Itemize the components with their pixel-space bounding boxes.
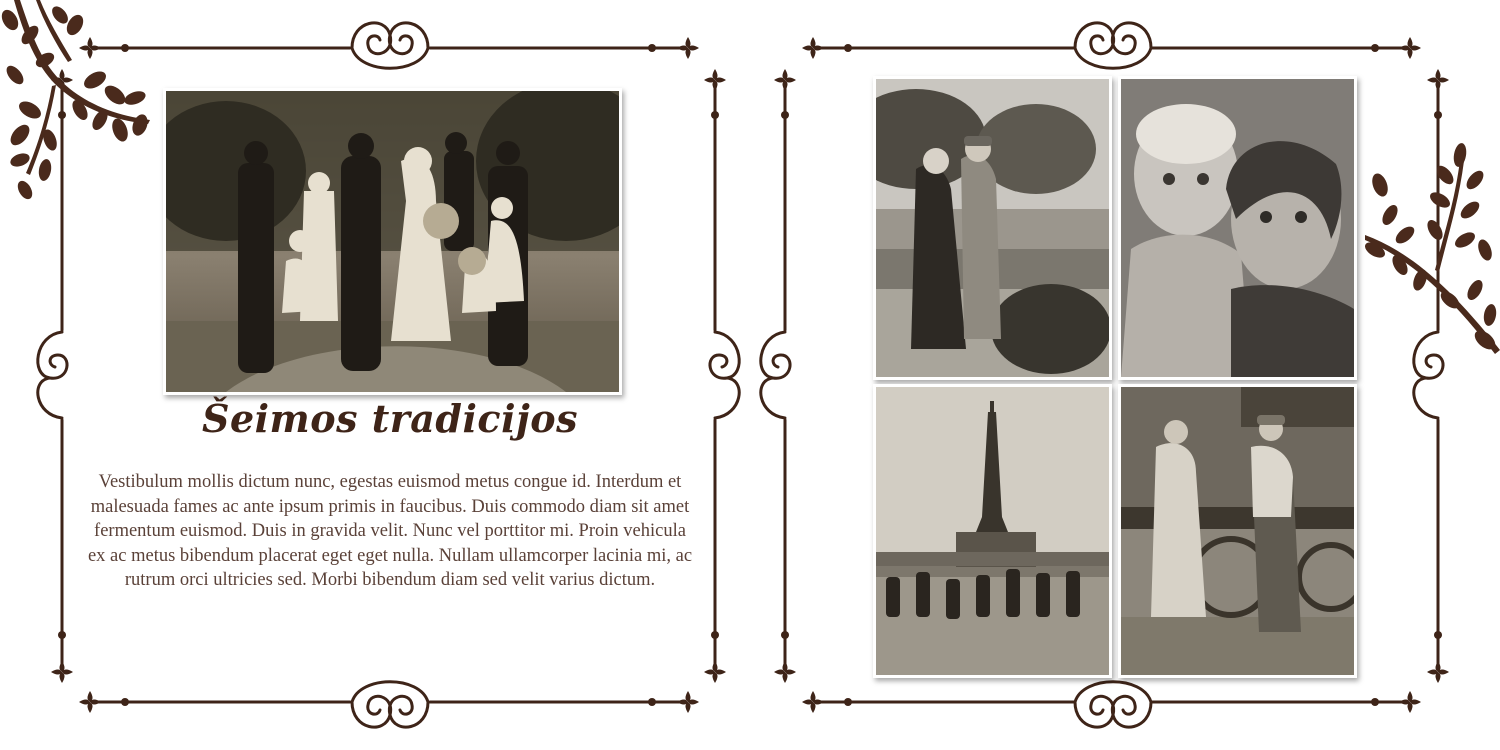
body-paragraph: Vestibulum mollis dictum nunc, egestas euismod metus congue id. Interdum et malesuada fames ac ante ipsum primis in faucibus. Duis commodo diam sit amet fermentum euismod. Duis in gravida velit. Nunc vel porttitor mi. Proin vehicula ex ac metus bibendum placerat eget eget nulla. Nullam ullamcorper lacinia mi, ac rutrum orci ultricies sed. Morbi bibendum diam sed velit varius dictum. [87,472,693,590]
tree-branch-icon [1365,140,1500,360]
wedding-group-photo [163,88,622,395]
couple-by-cart-photo [1118,384,1357,678]
tower-and-donkeys-photo [873,384,1112,678]
page-title: Šeimos tradicijos [202,396,578,441]
women-at-promenade-photo [873,76,1112,380]
tree-branch-icon [0,0,160,210]
two-children-portrait-photo [1118,76,1357,380]
